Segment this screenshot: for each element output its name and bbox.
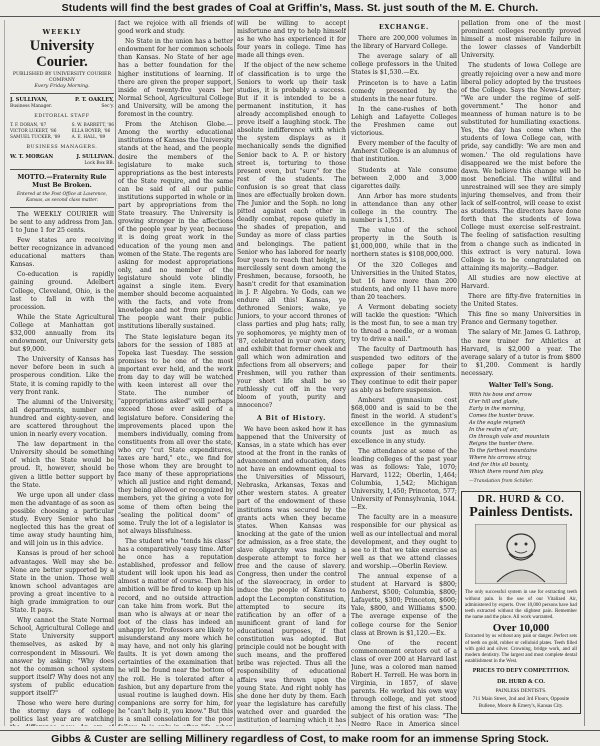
masthead-title: University Courier. xyxy=(29,38,95,71)
masthead-frequency: Every Friday Morning. xyxy=(34,84,90,90)
manager-right: P. T. OAKLEY, xyxy=(75,97,114,104)
divider xyxy=(10,93,114,94)
paragraph: pellation from one of the most prominent colleges recently proved himself a most miserable failure in the lower classes of Vanderbilt University. xyxy=(461,20,581,60)
paragraph: The students of Iowa College are greatly rejoicing over a new and more liberal policy adopted by the trustees of the College. Says the News-Letter; "We are under the regime of self-government." The honor and meanness of human nature is to be substituted for humiliating exactions. Yes, the day has come when the students of Iowa College can, with pride, say candidly: 'We are men and women.' The old regulations have disappeared we the mist before the dawn. We believe this change will be most beneficial. The willful and unrestrained will see they are simply injuring themselves, and from their lack of self-control, will cease to exist as students. The directors have done forth that the students of Iowa College must exercise self-restraint. The feeling of satisfaction resulting from a change such as indicated in this extract is very natural. Iowa College is to be congratulated on attaining its majority.—Badger. xyxy=(461,62,581,272)
ad-firm-footer: DR. HURD & CO. xyxy=(497,678,545,685)
paragraph: The salary of Mr. James G. Lathrop, the new trainer for Athletics at Harvard, is $2,000 a year. The average salary of a tutor is from $800 to $1,200. Comment is hardly necessary. xyxy=(461,329,581,377)
masthead-publisher: PUBLISHED BY UNIVERSITY COURIER COMPANY xyxy=(12,72,112,84)
paragraph: Amherst gymnasium cost $68,000 and is said to be the finest in the world. A student's excellence in the gymnasium counts just as much as excellence in any study. xyxy=(351,397,457,445)
paragraph: There are 200,000 volumes in the library of Harvard College. xyxy=(351,35,457,51)
column-1 xyxy=(10,20,114,726)
staff-right-list xyxy=(72,123,114,141)
column-4 xyxy=(351,20,457,726)
biz-manager-left: W. T. MORGAN xyxy=(10,154,54,161)
ad-prices: PRICES TO DEFY COMPETITION. xyxy=(472,668,570,675)
adjacent-page-edge xyxy=(587,20,600,726)
staff-name: T. F. DORAN, '87 xyxy=(10,123,47,129)
poem-line: Comes the hunter brave. xyxy=(469,413,535,420)
paragraph: Why cannot the State Normal School, Agricultural College and State University support themselves, as asked by a correspondent in Missouri. We answer by asking: "Why does not the common school system support itself? Why does not any system of public education support itself?" xyxy=(10,617,114,697)
paragraph: If the object of the new scheme of classification is to urge the Seniors to work up their task studies, it is probably a success. But if it is intended to be a permanent institution, it has already accomplished enough to prove itself a laughing stock. The absolute indifference with which the system displays as it mechanically sends the dignified Senior back to A. P. or history street is, torturing to those present even, but "sure" for the rest of the students. The confusion is so great that class lines are effectually broken down. The Junior and the Soph. no long pitted against each other in deadly combat, repose quietly in the shades of prepation, and Sunday as more of class parties and belongings. The patient Senior who has labored for nearly four years to reach that height, is mercilessly sent down among the Freshmen, because, forsooth, he hasn't credit for that examination in J. P. Algebra. Ye Gods, can we endure all this! Kansas, ye dethroned Seniors; wake, ye Juniors, to your accord thrones of class parties and plug hats; rally, ye sophomores, ye mighty men of '87, celebrated in your own story, and exhibit that former cheek and gall which won admiration and infections from all observers; and Freshmen, will you rather than your short life shall be so ruthlessly cut off in the very bloom of youth, purity and innocence? xyxy=(237,62,346,410)
motto: MOTTO.—Fraternity Rule Must Be Broken. xyxy=(17,174,107,190)
dentist-illustration-icon xyxy=(475,524,567,584)
ad-title: Painless Dentists. xyxy=(469,505,573,521)
divider xyxy=(10,169,114,170)
paragraph: The University of Kansas has never before been in such a prosperous condition. Like the State, it is coming rapidly to the very front rank. xyxy=(10,356,114,396)
ad-firm-name: DR. HURD & CO. xyxy=(477,494,565,506)
staff-name: A. E. HALL, '89 xyxy=(71,135,106,141)
poem-line: Reigns the hunter there. xyxy=(469,441,534,448)
poem-line: Where his arrows stray, xyxy=(469,455,532,462)
staff-name: SAMUEL TUCKER, '89 xyxy=(10,135,61,141)
poem-line: And for this all bounty, xyxy=(469,462,529,469)
staff-name: ELLA BOYER, '86 xyxy=(71,129,111,135)
staff-names xyxy=(10,123,114,141)
paragraph: The WEEKLY COURIER will be sent to any address from Jan. 1 to June 1 for 25 cents. xyxy=(10,210,114,234)
paragraph: Co-education is rapidly gaining ground. Adelbert College, Cleveland, Ohio, is the last to fall in with the procession. xyxy=(10,271,114,311)
paragraph: There are fifty-five fraternities in the United States. xyxy=(461,293,581,309)
paragraph: Those who were here during the stormy days of college politics last year are watching xyxy=(10,700,114,724)
ad-over-count: Over 10,000 xyxy=(492,622,550,635)
managers-label-row xyxy=(10,104,114,111)
paragraph: will be willing to accept misfortune and try to help himself as he who has experienced it for four years in college. Time has made all things even. xyxy=(237,20,346,60)
paragraph: Kansas is proud of her school advantages. Well may she be. None are better supported by a State in the union. Those well known school advantages are proving a great incentive to a high grade immigration to our State. It pays. xyxy=(10,550,114,615)
column-5 xyxy=(461,20,581,726)
poem xyxy=(461,392,581,485)
paragraph: Princeton is to have a Latin comedy presented by the students in the near future. xyxy=(351,79,457,103)
column-3 xyxy=(237,20,346,726)
ad-address: 711 Main Street, 2nd and 3rd Floors, Opposite Bullene, Moore & Emery's, Kansas City. xyxy=(472,696,570,709)
paragraph: A Vermont debating society will tackle the question: "Which is the most fun, to see a man try to thread a needle, or a woman try to drive a nail." xyxy=(351,304,457,344)
paragraph: The alumni of the University, all departments, number one hundred and eighty-seven, and are scattered throughout the union in nearly every vocation. xyxy=(10,398,114,439)
staff-name: S. W. BARRETT, '86 xyxy=(71,123,114,129)
business-managers-heading: BUSINESS MANAGERS. xyxy=(26,145,98,151)
ad-body-2: Extracted by us without any pain or danger. Perfect sets of teeth on gold, rubber or celluloid plates. Teeth filled with gold and silver. Crowning, bridge work, and all modern dentistry. The largest and most complete dental establishment in the West. xyxy=(465,634,577,665)
poem-line: To the farthest mountains xyxy=(469,448,537,455)
paragraph: In the cane-rushes of both Lehigh and Lafayette Colleges the Freshmen came out victorious. xyxy=(351,105,457,138)
column-rule xyxy=(348,20,349,726)
lock-box: Lock Box BB. xyxy=(84,160,114,166)
paragraph: Ann Arbor has more students in attendance than any other college in the country. The number is 1,551. xyxy=(351,192,457,225)
ad-body: The only successful system in use for extracting teeth without pain. Is the use of our Vitalized Air, administered by experts. Over 10,000 persons have had teeth extracted without the slightest pain. Remember the name and the place. All work warranted. xyxy=(465,590,577,621)
paragraph: While the State Agricultural College at Manhattan got $32,000 annually from its endowment, our University gets but $9,000. xyxy=(10,313,114,354)
dentist-advertisement xyxy=(461,491,581,714)
manager-left-label: Business Manager. xyxy=(10,103,53,109)
manager-right-label: Sec'y. xyxy=(101,103,114,109)
poem-line: With his bow and arrow xyxy=(469,392,532,399)
paragraph: The faculty are in a measure responsible for our physical as well as our intellectual and moral development, and they ought to see to it that we take exercise as well as that we attend classes and worship.—Oberlin Review. xyxy=(351,514,457,570)
poem-line: On through vale and mountain xyxy=(469,434,550,441)
paragraph: The average salary of all college professors in the United States is $1,530.—Ex. xyxy=(351,53,457,77)
poem-line: As the eagle reigneth xyxy=(469,420,526,427)
poem-line: O'er hill and glade, xyxy=(469,399,520,406)
column-2 xyxy=(118,20,233,726)
exchange-heading: EXCHANGE. xyxy=(379,24,429,31)
ad-firm-sub: PAINLESS DENTISTS. xyxy=(495,687,547,694)
column-rule xyxy=(234,20,235,726)
paragraph: We have been asked how it has happened that the University of Kansas, in a state which has ever stood at the front in the ranks of advancement and education, does not have an endowment equal to the Universities of Missouri, Nebraska, Arkansas, Texas and other western states. A greater part of the endowment of these institutions was secured by the grants acts when they became states. When Kansas was knocking at the gate of the union for admission, as a free state, the slave oligarchy was making a desperate attempt to force her free and the cause of slavery. Congress, then under the control of the slaveocracy, in order to induce the people of Kansas to adopt the Lecompton constitution, attempted to secure its ratification by an offer of a munificent grant of land for educational purposes, if that constitution was adopted. But principle could not be bought with such means, and the proffered bribe was rejected. Thus all the responsibility of educational affairs was thrown upon the young State. And right nobly has she done her duty by them. Each year the legislature has carefully watched over and guarded the institution of learning which it has xyxy=(237,425,346,724)
bottom-banner-ad: Gibbs & Custer are selling Millinery regardless of Cost, to make room for an immense Spring Stock. xyxy=(0,730,600,746)
manager-left: J. SULLIVAN, xyxy=(10,97,48,104)
paragraph: The attendance at some of the leading colleges of the past year was as follows: Yale, 1070; Harvard, 1122; Oberlin, 1,464; Columbia, 1,542; Michigan University, 1,450; Princeton, 577; University of Pennsylvania, 1044.—Ex. xyxy=(351,447,457,512)
poem-credit: —Translation from Schiller. xyxy=(469,479,534,485)
entered-notice: Entered at the Post Office at Lawrence, Kansas, as second class matter. xyxy=(16,192,108,204)
staff-left-list xyxy=(10,123,60,141)
paragraph: Every member of the faculty of Amherst College is an alumnus of that institution. xyxy=(351,140,457,164)
biz-manager-right: J. SULLIVAN. xyxy=(76,154,114,161)
divider xyxy=(10,207,114,208)
staff-name: VICTOR LUKERT, '86 xyxy=(10,129,57,135)
paragraph: Of the 320 Colleges and Universities in the United States, but 16 have more than 200 students, and only 11 have more than 20 teachers. xyxy=(351,261,457,301)
paragraph: No State in the union has a better endowment for her common schools than Kansas. No State of her age has a better foundation for the higher institutions of learning. If there are given the proper support, inside of twenty-five years her Normal School, Agricultural College and University, will be among the foremost in the country. xyxy=(118,38,233,119)
paragraph: Few states are receiving better recognizance in advanced educational matters than Kansas. xyxy=(10,236,114,269)
poem-line: Early in the morning, xyxy=(469,406,526,413)
masthead-weekly: WEEKLY xyxy=(42,28,82,36)
poem-title: Walter Tell's Song. xyxy=(488,382,554,390)
paragraph: From the Atchison Globe.—Among the worthy educational institutions of Kansas the University stands at the head, and the people desire the members of the legislature to make such appropriations as the best interests of the State require, and the same can be said of all our public institutions supported in whole or in part by appropriations from the State treasury. The University is growing stronger in the affections of the people year by year, because it is doing great work in the education of the young men and women of the State. The regents are asking for modest appropriations only, and no member of the legislature should vote blindly against a single item. Every member should become acquainted with the facts, and vote from knowledge and not from prejudice. The people want their public institutions liberally sustained. xyxy=(118,121,233,331)
editorial-staff-heading: EDITORIAL STAFF xyxy=(34,114,90,120)
left-border xyxy=(4,20,5,726)
poem-line: In the realm of air, xyxy=(469,427,519,434)
paragraph: One of the recent commencement orators out of a class of over 200 at Harvard last June, was a colored man named Robert H. Terrell. He was born in Virginia, in 1857, of slave parents. He worked his own way through college, and yet stood among the first of his class. The subject of his oration was: "The Negro Race in America since xyxy=(351,639,457,726)
paragraph: All studies are now elective at Harvard. xyxy=(461,274,581,290)
paragraph: Students at Yale consume between 2,000 and 3,000 cigarettes daily. xyxy=(351,166,457,190)
paragraph: The State legislature began its labors for the session of 1885 at Topeka last Tuesday. The session promises to be one of the most important ever held, and the work from day to day will be watched with keen interest all over the State. The number of "appropriations asked" will perhaps exceed those ever asked of a legislature before. Considering the improvements placed upon the members individually, coming from constituents from all over the state, who cry "cut State expenditures, taxes are hard," etc., we find for those whom they are brought to face many of these appropriations which all justice and right demand, they being allowed or recognized by members, yet the giving a vote for some of them often being the "sealing the political doom" of some. Truly the lot of a legislator is not always blissfulness. xyxy=(118,333,233,535)
column-rule xyxy=(584,20,585,726)
history-heading: A Bit of History. xyxy=(256,414,327,422)
column-rule xyxy=(115,20,116,726)
paragraph: This fine so many Universities in France and Germany together. xyxy=(461,311,581,327)
paragraph: The law department in the University should be something of which the State would be proud. It, however, should be given a little better support by the State. xyxy=(10,441,114,489)
top-banner-ad: Students will find the best grades of Coal at Griffin's, Mass. St. just south of the M. E. Church. xyxy=(0,0,600,17)
paragraph: The value of the school property in the South is $1,000,000, while that in the northern states is $108,000,000. xyxy=(351,227,457,259)
poem-line: Which there round him play. xyxy=(469,469,544,476)
paragraph: The annual expense of a student at Harvard is $800; Amherst, $500; Columbia, $800; Lafayette, $300; Princeton, $600; Yale, $800, and Williams $500. The average expense of the college course for the Senior class at Brown is $1,120.—Ex. xyxy=(351,573,457,637)
paragraph: The faculty of Dartmouth has suspended two editors of the college paper for their expression of their sentiments. They continue to edit their paper as ably as before suspension. xyxy=(351,346,457,394)
paragraph: The student who "tends his class" has a comparatively easy time. After he once has a reputation established, professor and fellow student will look upon his lead as almost a matter of course. Then his ambition will be fired to keep up his record, and no outside attraction can take him from work. But the man who is always at or near the foot of the class has indeed an unhappy lot. Professors are likely to misunderstand any more which he may have, and not only his glaring faults. It is yet down among the certainties of the examination that he will be found near the bottom of the roll. He is tolerated after a fashion, but any departure from the usual routine is laughed down. His companions are sorry for him, for he "can't help it, you know." But this is a small consolation for the poor xyxy=(118,537,233,723)
column-rule xyxy=(458,20,459,726)
paragraph: fact we rejoice with all friends of good work and study. xyxy=(118,20,233,36)
paragraph: We urge upon all under class men the advantage of as soon as possible choosing a particular study. Every Senior who has neglected this has the great of time away study haunting him, and will join us in this advice. xyxy=(10,491,114,548)
